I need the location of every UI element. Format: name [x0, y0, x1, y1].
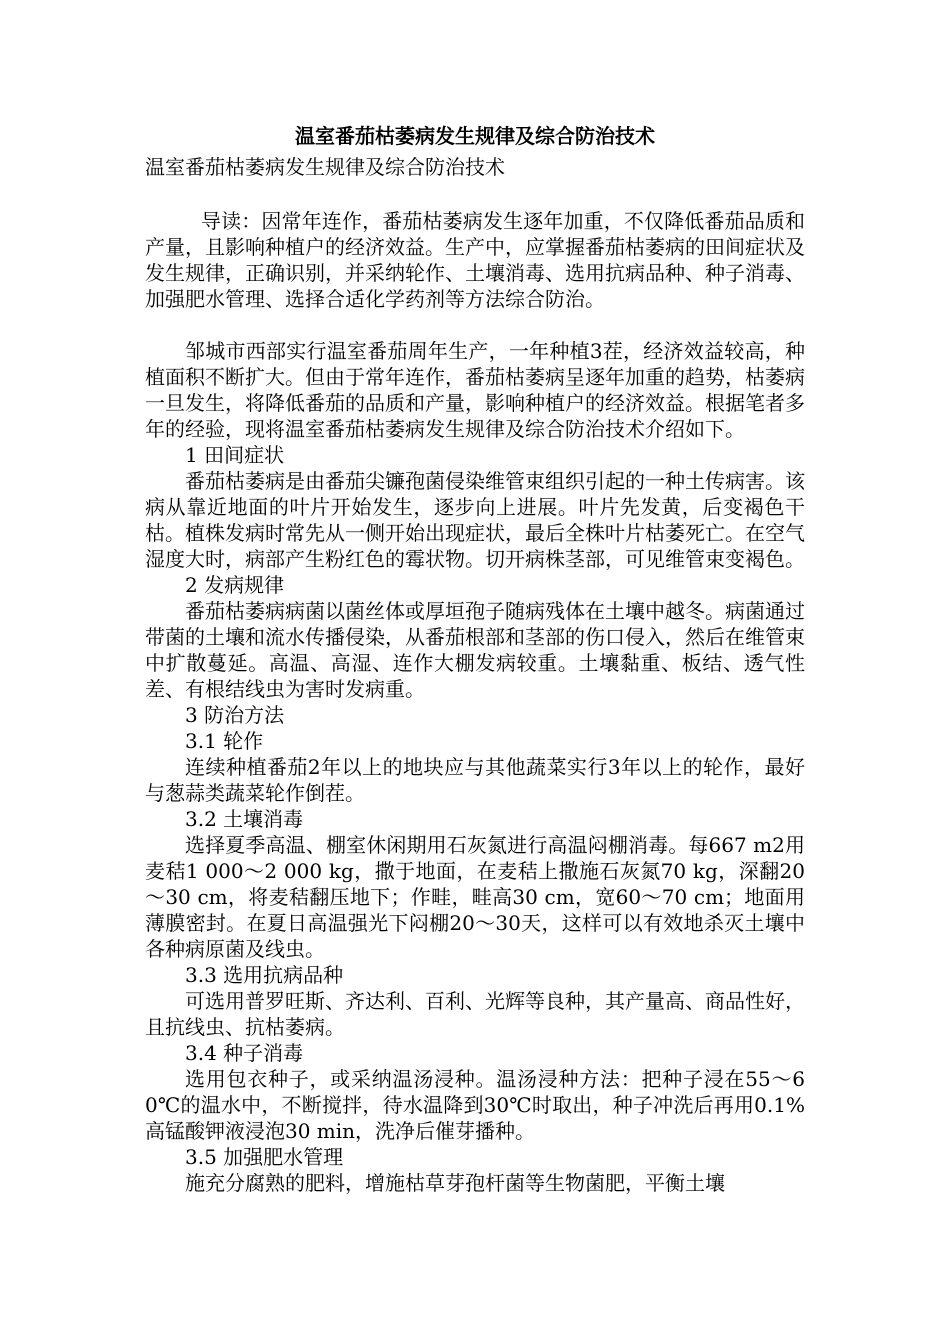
paragraph-gap: [145, 312, 805, 338]
lead-paragraph: 导读：因常年连作，番茄枯萎病发生逐年加重，不仅降低番茄品质和产量，且影响种植户的经济效益。生产中，应掌握番茄枯萎病的田间症状及发生规律，正确识别，并采纳轮作、土壤消毒、选用抗病品种、种子消毒、加强肥水管理、选择合适化学药剂等方法综合防治。: [145, 209, 805, 311]
section-3-5-text: 施充分腐熟的肥料，增施枯草芽孢杆菌等生物菌肥，平衡土壤: [185, 1171, 725, 1195]
section-3-1-text: 连续种植番茄2年以上的地块应与其他蔬菜实行3年以上的轮作，最好与葱蒜类蔬菜轮作倒茬。: [145, 755, 805, 805]
section-3-2-text: 选择夏季高温、棚室休闲期用石灰氮进行高温闷棚消毒。每667 m2用麦秸1 000～2 000 kg，撒于地面，在麦秸上撒施石灰氮70 kg，深翻20～30 cm，将麦秸翻压地下；作畦，畦高30 cm，宽60～70 cm；地面用薄膜密封。在夏日高温强光下闷棚20～30天，这样可以有效地杀灭土壤中各种病原菌及线虫。: [145, 833, 805, 961]
section-3-5-heading: 3.5 加强肥水管理: [185, 1145, 344, 1169]
document-title: 温室番茄枯萎病发生规律及综合防治技术: [295, 124, 655, 148]
section-2-text: 番茄枯萎病病菌以菌丝体或厚垣孢子随病残体在土壤中越冬。病菌通过带菌的土壤和流水传播侵染，从番茄根部和茎部的伤口侵入，然后在维管束中扩散蔓延。高温、高湿、连作大棚发病较重。土壤黏重、板结、透气性差、有根结线虫为害时发病重。: [145, 599, 805, 701]
document-subtitle: 温室番茄枯萎病发生规律及综合防治技术: [145, 155, 505, 179]
section-3-heading: 3 防治方法: [185, 703, 285, 727]
section-2-heading: 2 发病规律: [185, 573, 285, 597]
section-3-3-heading: 3.3 选用抗病品种: [185, 963, 344, 987]
section-3-4-text: 选用包衣种子，或采纳温汤浸种。温汤浸种方法：把种子浸在55～60℃的温水中，不断搅拌，待水温降到30℃时取出，种子冲洗后再用0.1%高锰酸钾液浸泡30 min，洗净后催芽播种。: [145, 1067, 805, 1143]
section-3-3-text: 可选用普罗旺斯、齐达利、百利、光辉等良种，其产量高、商品性好，且抗线虫、抗枯萎病。: [145, 989, 805, 1039]
document-page: [145, 118, 805, 1196]
intro-paragraph: 邹城市西部实行温室番茄周年生产，一年种植3茬，经济效益较高，种植面积不断扩大。但由于常年连作，番茄枯萎病呈逐年加重的趋势，枯萎病一旦发生，将降低番茄的品质和产量，影响种植户的经济效益。根据笔者多年的经验，现将温室番茄枯萎病发生规律及综合防治技术介绍如下。: [145, 339, 805, 441]
section-3-4-heading: 3.4 种子消毒: [185, 1041, 304, 1065]
section-3-1-heading: 3.1 轮作: [185, 729, 264, 753]
section-3-2-heading: 3.2 土壤消毒: [185, 807, 304, 831]
section-1-heading: 1 田间症状: [185, 443, 285, 467]
section-1-text: 番茄枯萎病是由番茄尖镰孢菌侵染维管束组织引起的一种土传病害。该病从靠近地面的叶片开始发生，逐步向上进展。叶片先发黄，后变褐色干枯。植株发病时常先从一侧开始出现症状，最后全株叶片枯萎死亡。在空气湿度大时，病部产生粉红色的霉状物。切开病株茎部，可见维管束变褐色。: [145, 469, 805, 571]
